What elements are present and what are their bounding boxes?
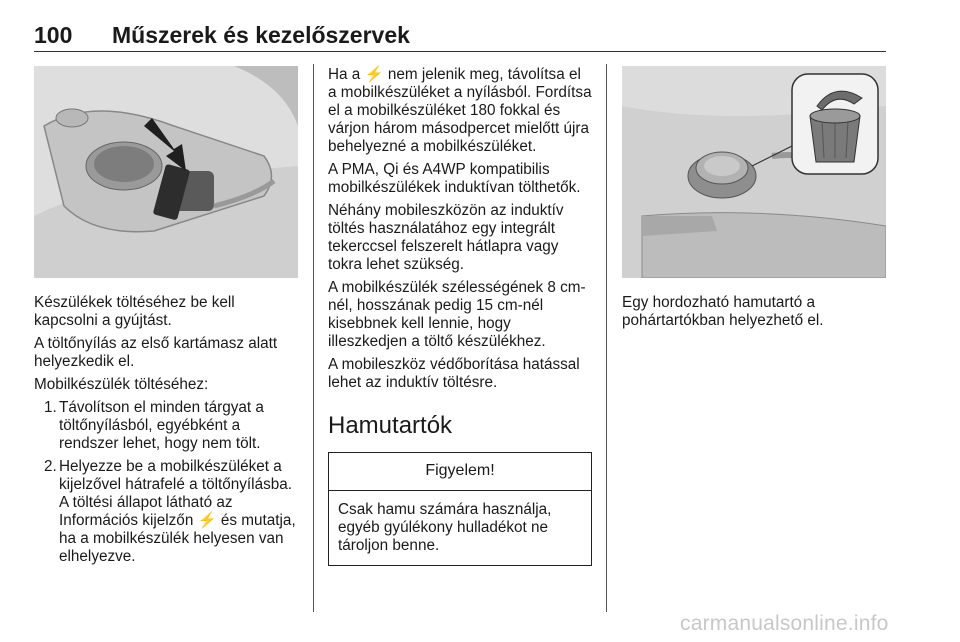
column-left [34,294,298,571]
step-text: Helyezze be a mobilkészüléket a kijelzővel hátrafelé a töltőnyílásba. A töltési állapot látható az Információs kijelzőn ⚡ és mutatja, ha a mobilkészülék helyesen van elhelyezve. [59,458,296,565]
watermark: carmanualsonline.info [680,612,889,635]
paragraph: Egy hordozható hamutartó a pohártartókban helyezhető el. [622,294,824,329]
warning-heading: Figyelem! [329,453,591,491]
warning-box [328,452,592,566]
ashtray-illustration [622,66,886,278]
list-item [34,458,298,566]
section-title: Hamutartók [328,412,453,439]
page-header [34,22,886,50]
column-divider [606,64,607,612]
column-middle [328,66,592,566]
paragraph: Ha a ⚡ nem jelenik meg, távolítsa el a mobilkészüléket a nyílásból. Fordítsa el a mobilkészüléket 180 fokkal és várjon három másodpercet mielőtt újra behelyezné a mobilkészüléket. [328,66,592,155]
step-number: 1. [44,399,57,416]
paragraph: A mobilkészülék szélességének 8 cm-nél, hosszának pedig 15 cm-nél kisebbnek kell lennie, hogy illeszkedjen a töltő készülékhez. [328,279,586,350]
step-number: 2. [44,458,57,475]
paragraph: Készülékek töltéséhez be kell kapcsolni a gyújtást. [34,294,235,329]
list-item [34,399,298,453]
column-divider [313,64,314,612]
page-title: Műszerek és kezelőszervek [112,22,410,48]
paragraph: A mobileszköz védőborítása hatással lehet az induktív töltésre. [328,356,580,391]
step-text: Távolítson el minden tárgyat a töltőnyílásból, egyébként a rendszer lehet, hogy nem tölt. [59,399,264,452]
paragraph: Mobilkészülék töltéséhez: [34,376,209,393]
header-divider [34,51,886,52]
page-number: 100 [34,22,73,48]
paragraph: A PMA, Qi és A4WP kompatibilis mobilkészülékek induktívan tölthetők. [328,161,581,196]
steps-list [34,399,298,566]
paragraph: Néhány mobileszközön az induktív töltés használatához egy integrált tekerccsel felszerelt hátlapra vagy tokra lehet szükség. [328,202,564,273]
column-right [622,294,886,335]
warning-body: Csak hamu számára használja, egyéb gyúlékony hulladékot ne tároljon benne. [338,501,552,554]
wireless-charging-illustration [34,66,298,278]
paragraph: A töltőnyílás az első kartámasz alatt helyezkedik el. [34,335,278,370]
